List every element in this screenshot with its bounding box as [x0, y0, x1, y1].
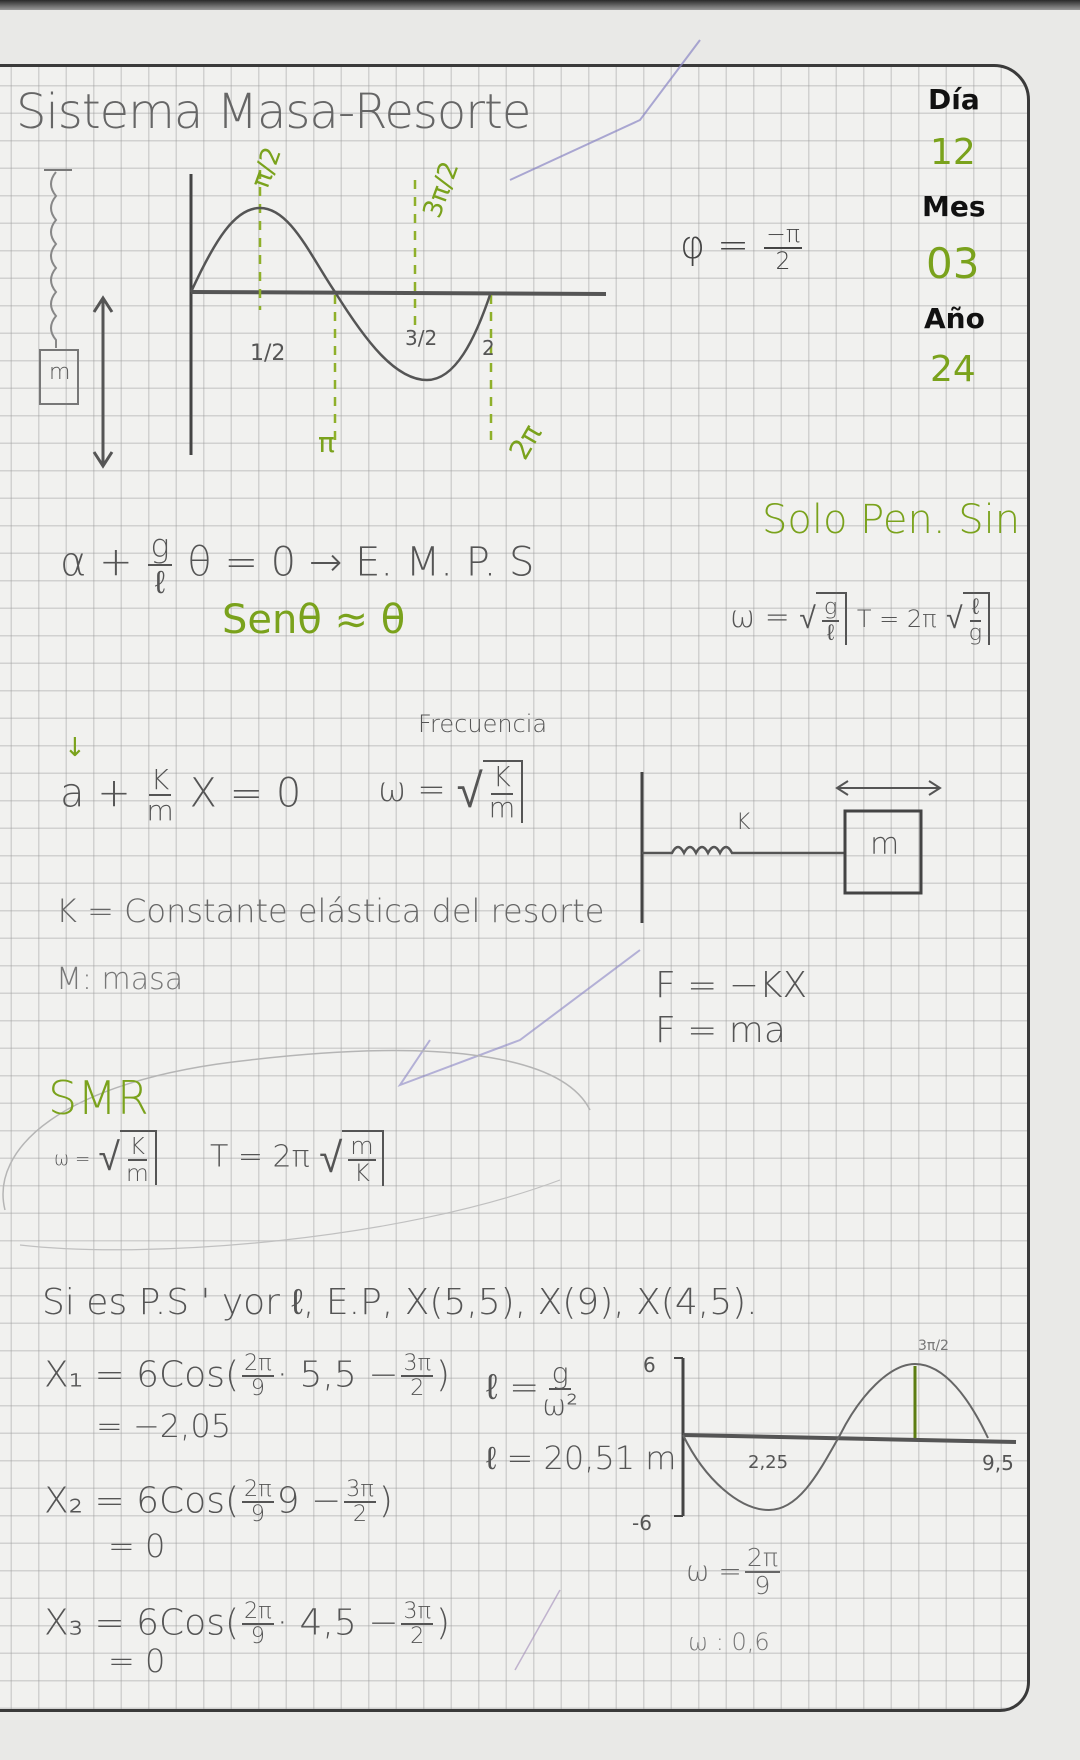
- graph2-peak-label: 3π/2: [918, 1338, 949, 1354]
- x1-den2: 2: [410, 1375, 425, 1402]
- x3-den2: 2: [410, 1623, 425, 1650]
- eq-lhs: α +: [60, 539, 133, 586]
- l-prefix: ℓ =: [486, 1367, 540, 1409]
- graph1-x-axis: [191, 292, 606, 294]
- year-label: Año: [924, 302, 985, 335]
- period-num: m: [350, 1132, 374, 1160]
- faint-ellipse: [20, 1180, 560, 1250]
- pendulum-omega: ω = √ $\frac{g}{\text{ℓ}}$ T = 2π √ $\frac{\text{ℓ}}{g}$: [730, 592, 990, 645]
- smr-label: SMR: [48, 1071, 149, 1125]
- length-result: ℓ = 20,51 m: [486, 1439, 677, 1477]
- x2-close: ): [378, 1480, 393, 1522]
- omega-den: m: [488, 792, 516, 824]
- x3-num: 2π: [244, 1598, 272, 1624]
- x2-mid: 9 −: [276, 1480, 342, 1522]
- x3-result: = 0: [108, 1642, 166, 1680]
- eq-rest: θ = 0 →: [187, 539, 343, 586]
- pen-stroke: [510, 40, 700, 180]
- period-den: g: [968, 619, 983, 646]
- x2-num: 2π: [244, 1476, 272, 1502]
- k-definition: K = Constante elástica del resorte: [56, 892, 605, 930]
- x1-mid: · 5,5 −: [276, 1354, 399, 1396]
- hooke-law: F = −KX: [655, 965, 808, 1006]
- graph2-xend-label: 9,5: [982, 1451, 1014, 1475]
- year-value: 24: [930, 349, 976, 390]
- omega-den: m: [125, 1158, 149, 1187]
- x2-lhs: X₂ = 6Cos(: [44, 1480, 240, 1522]
- day-value: 12: [930, 132, 976, 173]
- label-pi-half: π/2: [245, 143, 288, 193]
- w-num: 2π: [746, 1543, 779, 1572]
- month-label: Mes: [922, 190, 986, 223]
- omega-prefix: ω =: [54, 1149, 91, 1171]
- graph2-x-axis: [683, 1435, 1016, 1442]
- graph2-ymin-label: -6: [632, 1511, 652, 1535]
- omega-prefix: ω =: [730, 600, 790, 636]
- phase-numerator: −π: [766, 220, 800, 248]
- pen-stroke: [515, 1590, 560, 1670]
- omega-num: K: [129, 1132, 145, 1160]
- x1-close: ): [436, 1354, 451, 1396]
- eq-lhs: a +: [60, 770, 131, 817]
- x1-den: 9: [250, 1375, 265, 1402]
- eq-num: g: [150, 527, 170, 565]
- w-prefix: ω =: [686, 1554, 742, 1588]
- spring-equation: [60, 765, 301, 826]
- omega-den: ℓ: [826, 619, 835, 646]
- frequency-label: Frecuencia: [418, 710, 548, 738]
- problem-statement: Si es P.S ' yor ℓ, E.P, X(5,5), X(9), X(4,5).: [42, 1282, 758, 1323]
- eq-result: E. M. P. S: [355, 539, 535, 586]
- x3-den: 9: [250, 1623, 265, 1650]
- vertical-spring: [51, 172, 56, 348]
- x3-lhs: X₃ = 6Cos(: [44, 1602, 240, 1644]
- l-num: g: [551, 1356, 569, 1390]
- m-definition: M: masa: [56, 962, 184, 997]
- period-prefix: T = 2π: [856, 605, 937, 634]
- x1-num2: 3π: [403, 1350, 432, 1376]
- eq-den: m: [146, 794, 174, 828]
- month-value: 03: [926, 239, 980, 288]
- x1-num: 2π: [244, 1350, 272, 1376]
- l-den: ω²: [542, 1388, 578, 1423]
- x3-close: ): [436, 1602, 451, 1644]
- period-den: K: [354, 1159, 370, 1188]
- diagram-k-label: K: [736, 810, 751, 835]
- small-angle-approximation: Senθ ≈ θ: [222, 597, 406, 643]
- omega-num: K: [493, 762, 511, 793]
- length-formula: [486, 1356, 581, 1423]
- omega-formula: [686, 1545, 783, 1600]
- diagram-m-label: m: [870, 827, 900, 862]
- x2-den2: 2: [352, 1501, 368, 1528]
- w-den: 9: [754, 1571, 771, 1601]
- tick-label: 3/2: [405, 326, 438, 350]
- period-num: ℓ: [971, 594, 980, 620]
- x1-result: = −2,05: [96, 1407, 232, 1445]
- x2-den: 9: [250, 1501, 265, 1528]
- x2-num2: 3π: [346, 1476, 374, 1502]
- eq-rest: X = 0: [189, 770, 302, 817]
- x1-lhs: X₁ = 6Cos(: [44, 1354, 240, 1396]
- phase-symbol: φ =: [680, 223, 749, 268]
- smr-omega: ω = √ $\frac{K}{m}$: [54, 1130, 157, 1185]
- x1-formula: [44, 1352, 450, 1401]
- x3-formula: [44, 1600, 450, 1649]
- tick-label: 1/2: [250, 341, 286, 366]
- solo-pendulum-label: Solo Pen. Sin: [762, 497, 1021, 543]
- eq-den: ℓ: [154, 562, 166, 601]
- x3-mid: · 4,5 −: [276, 1602, 399, 1644]
- label-two-pi: 2π: [502, 418, 549, 466]
- pendulum-equation: [60, 527, 535, 601]
- period-prefix: T = 2π: [210, 1139, 310, 1175]
- x2-formula: [44, 1478, 393, 1527]
- tick-label: 2: [482, 336, 495, 360]
- newton-law: F = ma: [655, 1010, 786, 1051]
- omega-num: g: [823, 594, 838, 620]
- omega-prefix: ω =: [378, 770, 446, 811]
- day-label: Día: [928, 83, 980, 116]
- graph2-ymax-label: 6: [643, 1353, 656, 1377]
- label-three-pi-half: 3π/2: [417, 157, 466, 223]
- page-title: Sistema Masa-Resorte: [16, 84, 531, 140]
- omega-result: ω : 0,6: [688, 1628, 770, 1656]
- label-pi: π: [318, 426, 335, 459]
- spring-omega: ω = √ $\frac{K}{m}$: [378, 760, 523, 823]
- graph2-xmid-label: 2,25: [748, 1452, 789, 1473]
- eq-num: K: [150, 763, 170, 796]
- phase-formula: [680, 222, 805, 273]
- phase-denominator: 2: [775, 246, 791, 275]
- horizontal-spring: [642, 847, 845, 853]
- x2-result: = 0: [108, 1527, 166, 1565]
- x3-num2: 3π: [403, 1598, 432, 1624]
- green-arrow-icon: ↓: [64, 733, 86, 763]
- hanging-mass-label: m: [49, 360, 71, 385]
- smr-period: T = 2π √ $\frac{m}{K}$: [210, 1130, 384, 1186]
